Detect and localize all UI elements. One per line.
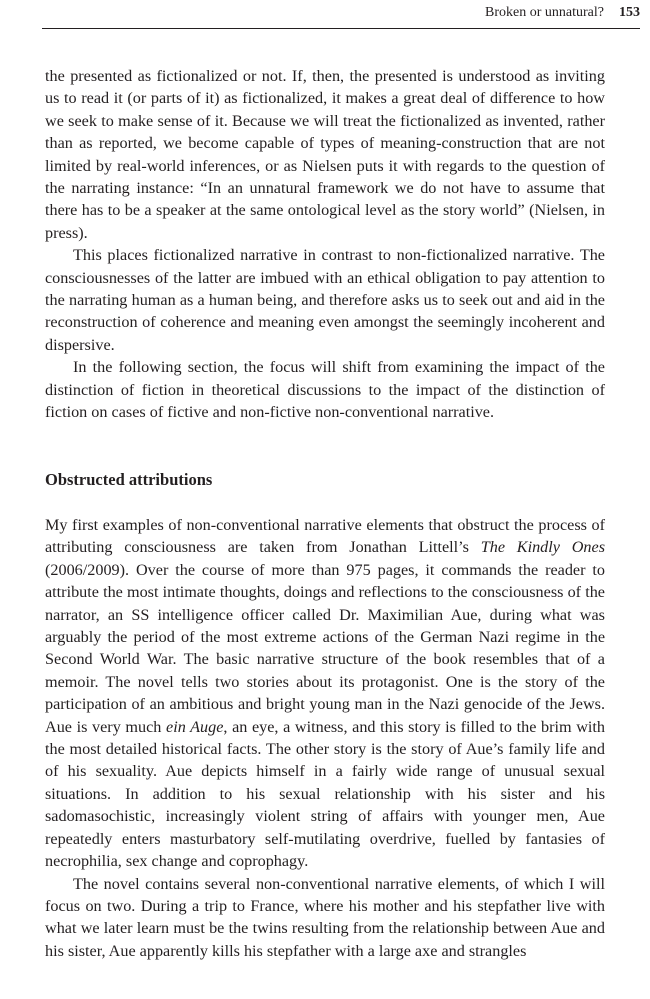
paragraph-fictionalized-contrast: This places fictionalized narrative in contrast to non-fictionalized narrative. The consciousnesses of the latter are imbued with an ethical obligation to pay attention to the narrating human as a human being, and therefore asks us to seek out and aid in the reconstruction of coherence and meaning even amongst the seemingly incoherent and dispersive. xyxy=(45,246,605,354)
paragraph-fiction-framework: the presented as fictionalized or not. If, then, the presented is understood as inviting us to read it (or parts of it) as fictionalized, it makes a great deal of difference to how we seek to make sense of it. Because we will treat the fictionalized as invented, rather than as reported, we become capable of types of meaning-construction that are not limited by real-world inferences, or as Nielsen puts it with regards to the question of the narrating instance: “In an unnatural framework we do not have to assume that there has to be a speaker at the same ontological level as the story world” (Nielsen, in press). xyxy=(45,67,605,242)
text-run: My first examples of non-conventional narrative elements that obstruct the process of attributing consciousness are taken from Jonathan Littell’s xyxy=(45,516,605,557)
running-title: Broken or unnatural? xyxy=(485,5,604,20)
section-heading: Obstructed attributions xyxy=(45,470,213,489)
paragraph-non-conventional-elements: The novel contains several non-conventional narrative elements, of which I will focus on two. During a trip to France, where his mother and his stepfather live with what we later learn must be the twins resulting from the relationship between Aue and his sister, Aue apparently kills his stepfather with a large axe and strangles xyxy=(45,874,605,960)
running-head xyxy=(42,0,640,29)
body-text-bottom xyxy=(45,514,605,962)
text-run: , an eye, a witness, and this story is filled to the brim with the most detailed historical facts. The other story is the story of Aue’s family life and of his sexuality. Aue depicts himself in a fairly wide range of unusual sexual situations. In addition to his sexual relationship with his sister and his sadomasochistic, increasingly violent string of affairs with younger men, Aue repeatedly enters masturbatory self-mutilating overdrive, fuelled by fantasies of necrophilia, sex change and coprophagy. xyxy=(45,717,605,871)
german-term-italic: ein Auge xyxy=(166,717,224,736)
text-run: (2006/2009). Over the course of more than 975 pages, it commands the reader to attribute the most intimate thoughts, doings and reflections to the consciousness of the narrator, an SS intelligence officer called Dr. Maximilian Aue, during what was arguably the period of the most extreme actions of the German Nazi regime in the Second World War. The basic narrative structure of the book resembles that of a memoir. The novel tells two stories about its protagonist. One is the story of the participation of an ambitious and bright young man in the Nazi genocide of the Jews. Aue is very much xyxy=(45,560,605,736)
page-number: 153 xyxy=(619,5,640,20)
body-text-top xyxy=(45,65,605,424)
paragraph-following-section: In the following section, the focus will shift from examining the impact of the distinction of fiction in theoretical discussions to the impact of the distinction of fiction on cases of fictive and non-fictive non-conventional narrative. xyxy=(45,358,605,422)
book-title-italic: The Kindly Ones xyxy=(480,538,605,557)
paragraph-kindly-ones xyxy=(45,514,605,873)
